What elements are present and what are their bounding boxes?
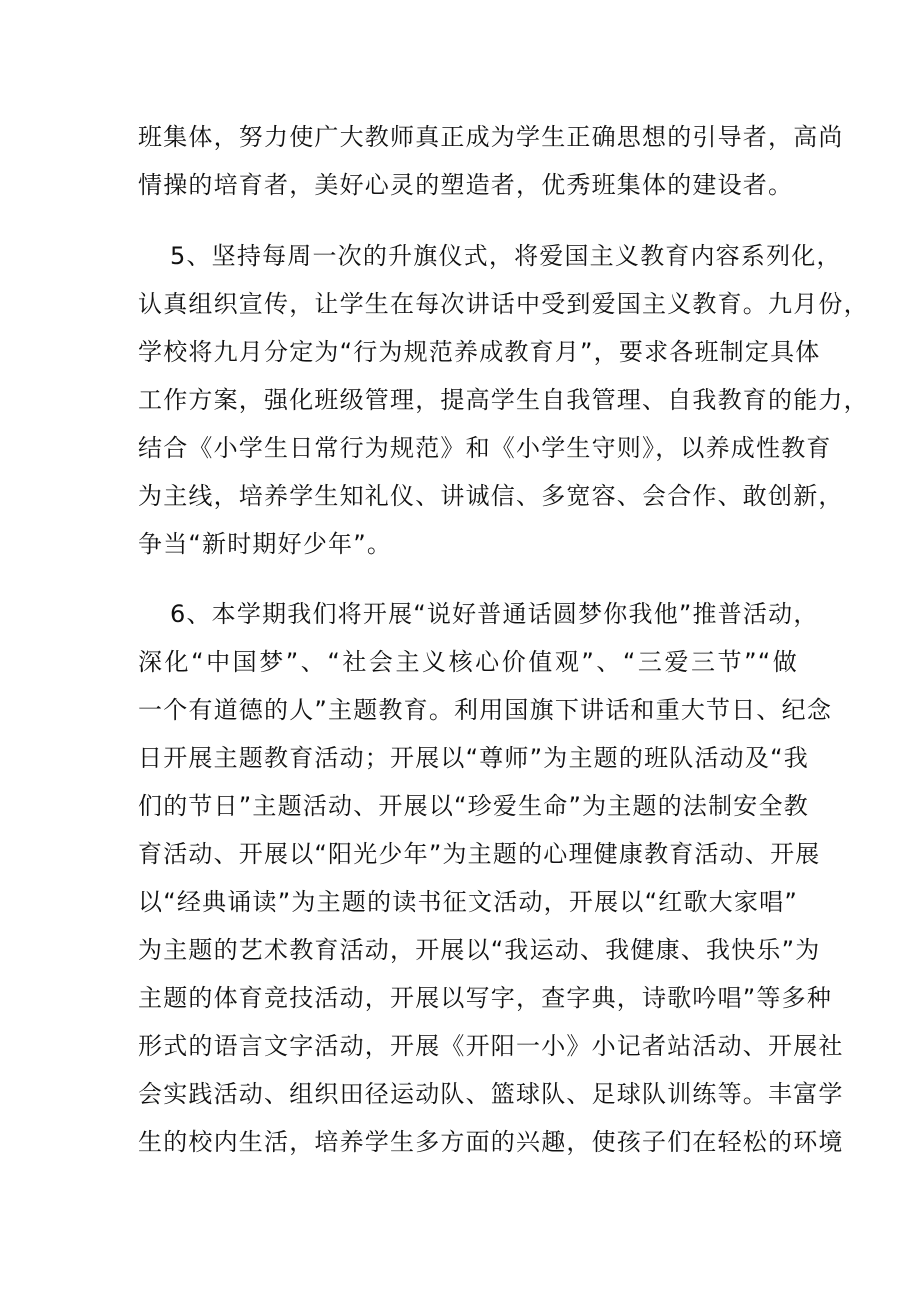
text-line: 日开展主题教育活动；开展以“尊师”为主题的班队活动及“我 [138, 744, 809, 772]
paragraph-first-line: 5、坚持每周一次的升旗仪式，将爱国主义教育内容系列化， [170, 242, 842, 270]
text-line: 生的校内生活，培养学生多方面的兴趣，使孩子们在轻松的环境 [138, 1128, 844, 1156]
text-line: 为主线，培养学生知礼仪、讲诚信、多宽容、会合作、敢创新， [138, 482, 844, 510]
text-line: 会实践活动、组织田径运动队、篮球队、足球队训练等。丰富学 [138, 1080, 844, 1108]
text-line: 情操的培育者，美好心灵的塑造者，优秀班集体的建设者。 [138, 171, 794, 199]
paragraph-first-line: 6、本学期我们将开展“说好普通话圆梦你我他”推普活动， [170, 600, 819, 628]
text-line: 以“经典诵读”为主题的读书征文活动，开展以“红歌大家唱” [138, 888, 798, 916]
text-line: 争当“新时期好少年”。 [138, 530, 393, 558]
text-line: 工作方案，强化班级管理，提高学生自我管理、自我教育的能力， [138, 386, 869, 414]
text-line: 形式的语言文字活动，开展《开阳一小》小记者站活动、开展社 [138, 1032, 844, 1060]
text-line: 主题的体育竞技活动，开展以写字，查字典，诗歌吟唱”等多种 [138, 984, 833, 1012]
text-line: 育活动、开展以“阳光少年”为主题的心理健康教育活动、开展 [138, 840, 821, 868]
text-line: 认真组织宣传，让学生在每次讲话中受到爱国主义教育。九月份， [138, 290, 869, 318]
text-line: 一个有道德的人”主题教育。利用国旗下讲话和重大节日、纪念 [138, 696, 833, 724]
text-line: 学校将九月分定为“行为规范养成教育月”，要求各班制定具体 [138, 338, 821, 366]
text-line: 结合《小学生日常行为规范》和《小学生守则》，以养成性教育 [138, 434, 832, 462]
text-line: 班集体，努力使广大教师真正成为学生正确思想的引导者，高尚 [138, 123, 844, 151]
text-line: 们的节日”主题活动、开展以“珍爱生命”为主题的法制安全教 [138, 792, 809, 820]
text-line: 深化“中国梦”、“社会主义核心价值观”、“三爱三节”“做 [138, 648, 798, 676]
text-line: 为主题的艺术教育活动，开展以“我运动、我健康、我快乐”为 [138, 936, 821, 964]
